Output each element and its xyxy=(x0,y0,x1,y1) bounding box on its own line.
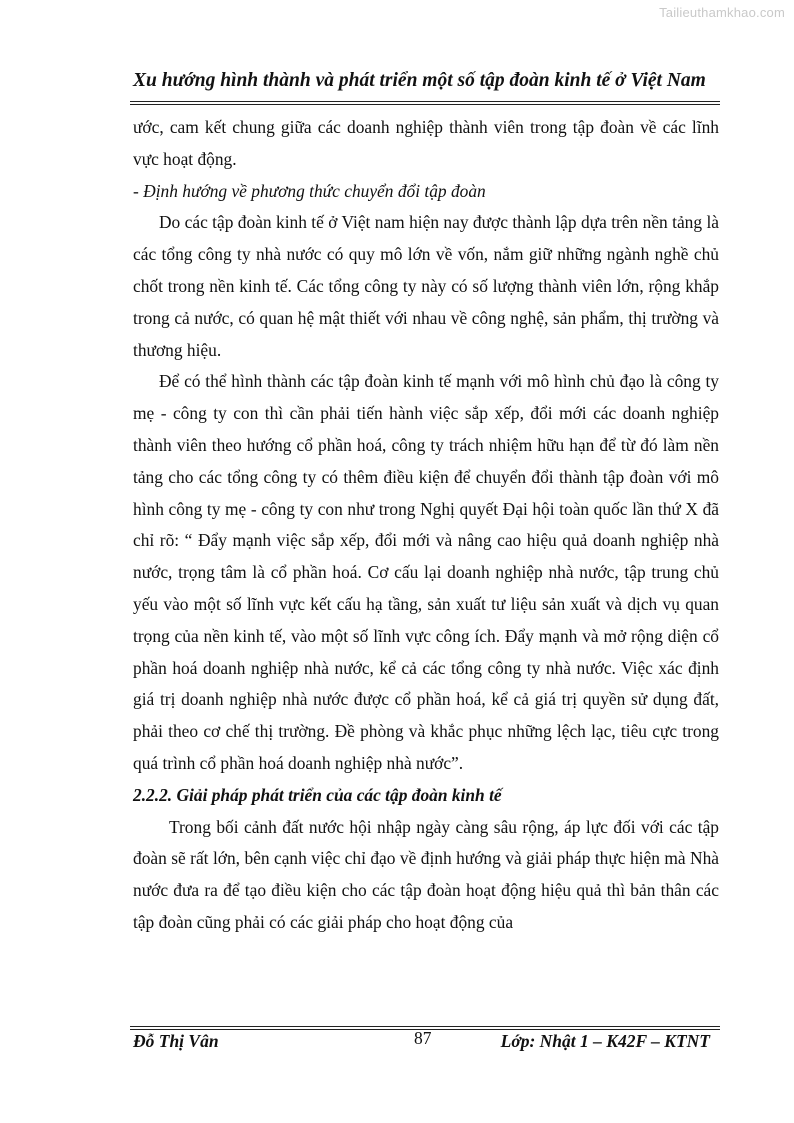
header-divider xyxy=(130,101,720,105)
footer-class-info: Lớp: Nhật 1 – K42F – KTNT xyxy=(500,1031,710,1051)
page-body xyxy=(133,112,719,939)
footer-author: Đỗ Thị Vân xyxy=(133,1031,219,1051)
subsection-bullet: - Định hướng về phương thức chuyển đổi tập đoàn xyxy=(133,180,486,201)
watermark-text: Tailieuthamkhao.com xyxy=(659,5,785,20)
running-header-title: Xu hướng hình thành và phát triển một số tập đoàn kinh tế ở Việt Nam xyxy=(133,70,706,91)
section-heading: 2.2.2. Giải pháp phát triển của các tập đoàn kinh tế xyxy=(133,784,502,805)
paragraph: Do các tập đoàn kinh tế ở Việt nam hiện nay được thành lập dựa trên nền tảng là các tổng công ty nhà nước có quy mô lớn về vốn, nắm giữ những ngành nghề chủ chốt trong nền kinh tế. Các tổng công ty này có số lượng thành viên lớn, rộng khắp trong cả nước, có quan hệ mật thiết với nhau về công nghệ, sản phẩm, thị trường và thương hiệu. xyxy=(133,212,719,360)
page-number: 87 xyxy=(414,1028,432,1048)
paragraph-continuation: ước, cam kết chung giữa các doanh nghiệp thành viên trong tập đoàn về các lĩnh vực hoạt động. xyxy=(133,117,719,169)
paragraph: Trong bối cảnh đất nước hội nhập ngày càng sâu rộng, áp lực đối với các tập đoàn sẽ rất lớn, bên cạnh việc chỉ đạo về định hướng và giải pháp thực hiện mà Nhà nước đưa ra để tạo điều kiện cho các tập đoàn hoạt động hiệu quả thì bản thân các tập đoàn cũng phải có các giải pháp cho hoạt động của xyxy=(133,816,719,932)
paragraph: Để có thể hình thành các tập đoàn kinh tế mạnh với mô hình chủ đạo là công ty mẹ - công ty con thì cần phải tiến hành việc sắp xếp, đổi mới các doanh nghiệp thành viên theo hướng cổ phần hoá, công ty trách nhiệm hữu hạn để từ đó làm nền tảng cho các tổng công ty có thêm điều kiện để chuyển đổi thành tập đoàn với mô hình công ty mẹ - công ty con như trong Nghị quyết Đại hội toàn quốc lần thứ X đã chỉ rõ: “ Đẩy mạnh việc sắp xếp, đổi mới và nâng cao hiệu quả doanh nghiệp nhà nước, trọng tâm là cổ phần hoá. Cơ cấu lại doanh nghiệp nhà nước, tập trung chủ yếu vào một số lĩnh vực kết cấu hạ tầng, sản xuất tư liệu sản xuất và dịch vụ quan trọng của nền kinh tế, vào một số lĩnh vực công ích. Đẩy mạnh và mở rộng diện cổ phần hoá doanh nghiệp nhà nước, kể cả các tổng công ty nhà nước. Việc xác định giá trị doanh nghiệp nhà nước được cổ phần hoá, kể cả giá trị quyền sử dụng đất, phải theo cơ chế thị trường. Đề phòng và khắc phục những lệch lạc, tiêu cực trong quá trình cổ phần hoá doanh nghiệp nhà nước”. xyxy=(133,371,719,773)
